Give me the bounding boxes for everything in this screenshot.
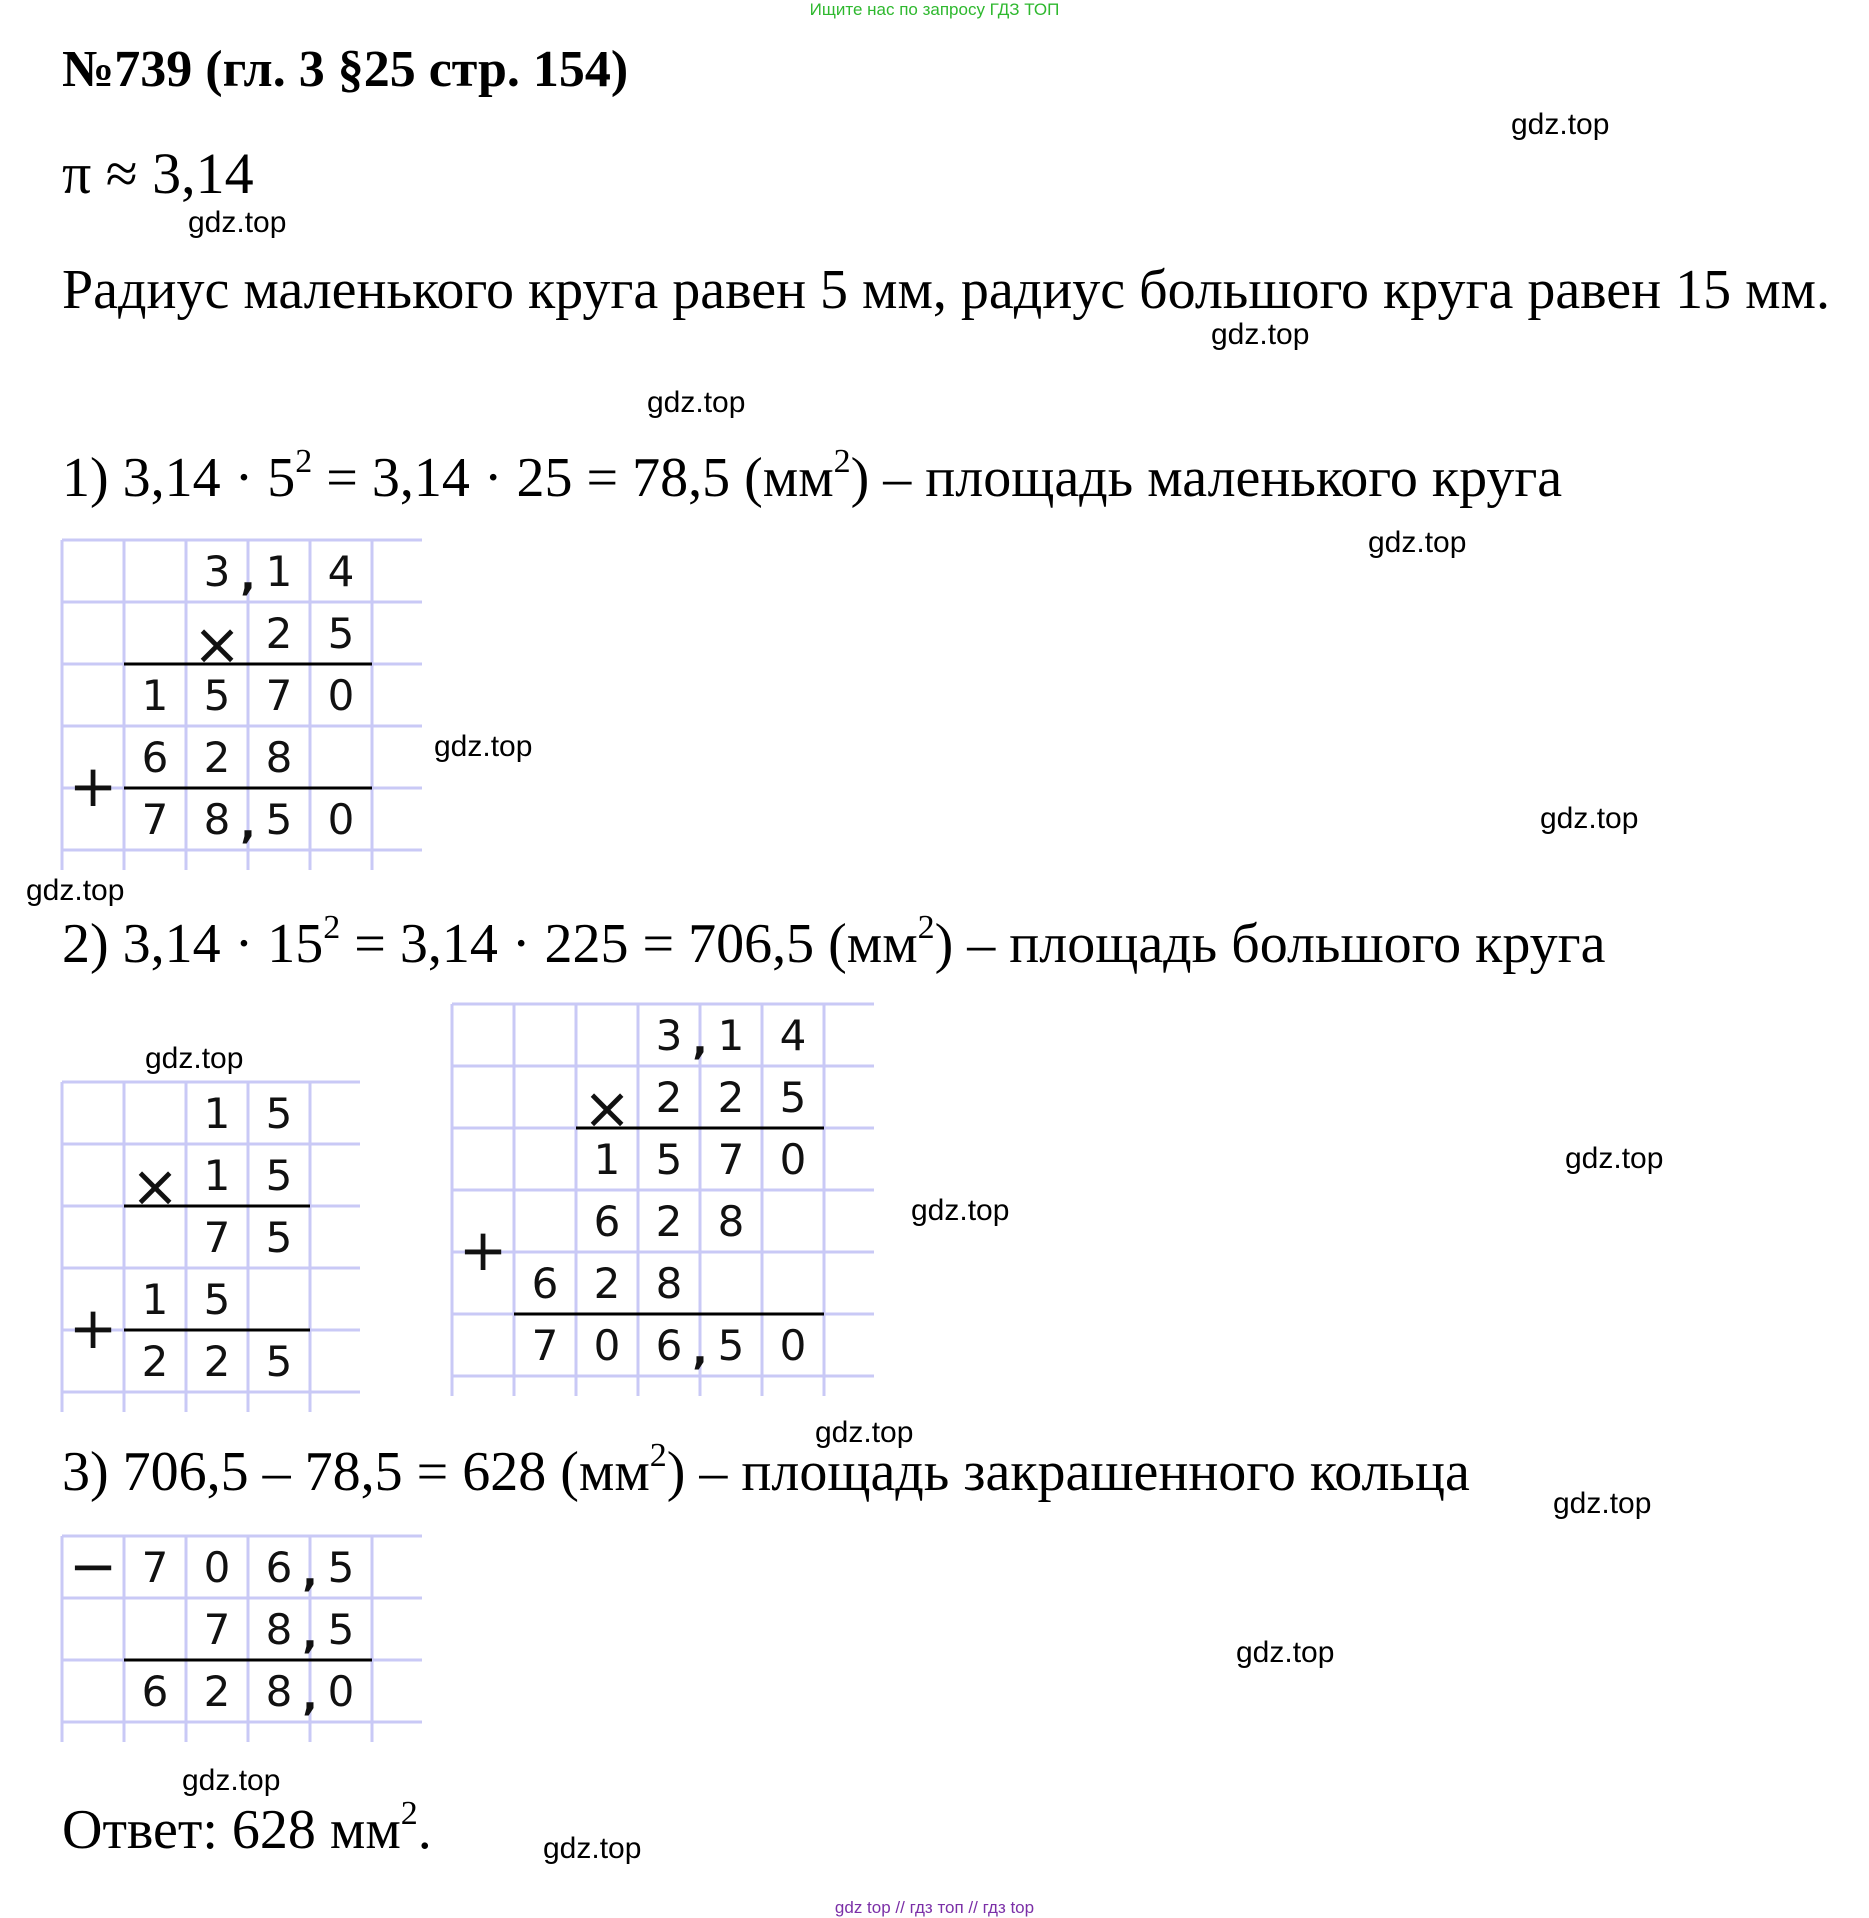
digit: 7 <box>717 1135 745 1184</box>
digit: 6 <box>265 1543 293 1592</box>
digit: 2 <box>203 733 231 782</box>
digit: 8 <box>655 1259 683 1308</box>
decimal-comma: , <box>240 554 256 600</box>
digit: 0 <box>593 1321 621 1370</box>
operator: × <box>582 1074 632 1142</box>
digit: 7 <box>531 1321 559 1370</box>
calc-3-14-x-225 <box>452 1004 877 1400</box>
digit: 8 <box>717 1197 745 1246</box>
digit: 8 <box>265 1605 293 1654</box>
digit: 4 <box>327 547 355 596</box>
digit: 2 <box>203 1667 231 1716</box>
decimal-comma: , <box>240 802 256 848</box>
operator: + <box>68 752 118 820</box>
digit: 5 <box>203 1275 231 1324</box>
step-2-unit-exponent: 2 <box>917 909 935 946</box>
step-1-part-a: 1) 3,14 · 5 <box>62 447 296 509</box>
digit: 5 <box>779 1073 807 1122</box>
watermark: gdz.top <box>434 730 533 763</box>
top-banner: Ищите нас по запросу ГДЗ ТОП <box>809 0 1060 19</box>
digit: 1 <box>203 1151 231 1200</box>
watermark: gdz.top <box>911 1194 1010 1227</box>
answer-end: . <box>417 1799 432 1861</box>
digit: 1 <box>141 1275 169 1324</box>
digit: 5 <box>327 1543 355 1592</box>
answer <box>62 1795 432 1862</box>
step-3-unit-exponent: 2 <box>649 1437 667 1474</box>
digit: 0 <box>779 1135 807 1184</box>
digit: 8 <box>265 1667 293 1716</box>
digit: 5 <box>265 1213 293 1262</box>
digit: 5 <box>203 671 231 720</box>
operator: + <box>68 1294 118 1362</box>
answer-text: Ответ: 628 мм <box>62 1799 401 1861</box>
watermark: gdz.top <box>145 1042 244 1075</box>
decimal-comma: , <box>692 1018 708 1064</box>
watermark: gdz.top <box>543 1832 642 1865</box>
digit: 0 <box>779 1321 807 1370</box>
digit: 2 <box>203 1337 231 1386</box>
digit: 7 <box>203 1213 231 1262</box>
digit: 5 <box>265 1151 293 1200</box>
digit: 4 <box>779 1011 807 1060</box>
digit: 3 <box>203 547 231 596</box>
footer-links: gdz top // гдз топ // гдз top <box>834 1898 1035 1917</box>
decimal-comma: , <box>302 1674 318 1720</box>
digit: 7 <box>203 1605 231 1654</box>
digit: 3 <box>655 1011 683 1060</box>
watermark: gdz.top <box>1236 1636 1335 1669</box>
digit: 1 <box>717 1011 745 1060</box>
digit: 6 <box>593 1197 621 1246</box>
step-2 <box>62 909 1606 976</box>
watermark: gdz.top <box>1565 1142 1664 1175</box>
digit: 5 <box>265 1089 293 1138</box>
decimal-comma: , <box>302 1612 318 1658</box>
digit: 0 <box>327 1667 355 1716</box>
problem-statement: Радиус маленького круга равен 5 мм, радиус большого круга равен 15 мм. <box>62 259 1830 321</box>
step-3 <box>62 1437 1470 1504</box>
digit: 5 <box>717 1321 745 1370</box>
digit: 6 <box>141 733 169 782</box>
digit: 6 <box>141 1667 169 1716</box>
step-3-part-a: 3) 706,5 – 78,5 = 628 (мм <box>62 1441 650 1503</box>
calc-3-14-x-25 <box>62 540 427 870</box>
watermark: gdz.top <box>26 874 125 907</box>
decimal-comma: , <box>692 1328 708 1374</box>
digit: 7 <box>141 1543 169 1592</box>
page-title: №739 (гл. 3 §25 стр. 154) <box>62 41 629 98</box>
digit: 2 <box>141 1337 169 1386</box>
digit: 1 <box>265 547 293 596</box>
step-2-part-a: 2) 3,14 · 15 <box>62 913 324 975</box>
digit: 8 <box>203 795 231 844</box>
digit: 1 <box>593 1135 621 1184</box>
digit: 2 <box>655 1197 683 1246</box>
step-3-part-b: ) – площадь закрашенного кольца <box>666 1441 1470 1503</box>
step-2-exponent: 2 <box>323 909 341 946</box>
digit: 2 <box>655 1073 683 1122</box>
watermark: gdz.top <box>1540 802 1639 835</box>
digit: 2 <box>593 1259 621 1308</box>
step-1-unit-exponent: 2 <box>833 443 851 480</box>
digit: 1 <box>141 671 169 720</box>
digit: 5 <box>655 1135 683 1184</box>
digit: 7 <box>141 795 169 844</box>
operator: × <box>192 610 242 678</box>
step-1-part-b: = 3,14 · 25 = 78,5 (мм <box>312 447 834 509</box>
operator: − <box>68 1532 118 1600</box>
digit: 0 <box>327 671 355 720</box>
watermark: gdz.top <box>1211 318 1310 351</box>
step-2-part-c: ) – площадь большого круга <box>934 913 1606 975</box>
watermark: gdz.top <box>647 386 746 419</box>
digit: 0 <box>203 1543 231 1592</box>
operator: + <box>458 1216 508 1284</box>
digit: 2 <box>717 1073 745 1122</box>
pi-approximation: π ≈ 3,14 <box>62 141 254 206</box>
digit: 1 <box>203 1089 231 1138</box>
operator: × <box>130 1152 180 1220</box>
watermark: gdz.top <box>188 206 287 239</box>
digit: 0 <box>327 795 355 844</box>
digit: 2 <box>265 609 293 658</box>
watermark: gdz.top <box>182 1764 281 1797</box>
digit: 5 <box>265 795 293 844</box>
digit: 7 <box>265 671 293 720</box>
step-1-part-c: ) – площадь маленького круга <box>850 447 1563 509</box>
digit: 6 <box>655 1321 683 1370</box>
digit: 6 <box>531 1259 559 1308</box>
calc-706-5-minus-78-5 <box>62 1532 427 1756</box>
step-2-part-b: = 3,14 · 225 = 706,5 (мм <box>340 913 918 975</box>
answer-exponent: 2 <box>400 1795 418 1832</box>
digit: 8 <box>265 733 293 782</box>
digit: 5 <box>327 1605 355 1654</box>
watermark: gdz.top <box>815 1416 914 1449</box>
watermark: gdz.top <box>1368 526 1467 559</box>
step-1 <box>62 443 1563 510</box>
decimal-comma: , <box>302 1550 318 1596</box>
calc-15-x-15 <box>62 1082 367 1402</box>
watermark: gdz.top <box>1511 108 1610 141</box>
watermark: gdz.top <box>1553 1487 1652 1520</box>
digit: 5 <box>265 1337 293 1386</box>
step-1-exponent: 2 <box>295 443 313 480</box>
digit: 5 <box>327 609 355 658</box>
